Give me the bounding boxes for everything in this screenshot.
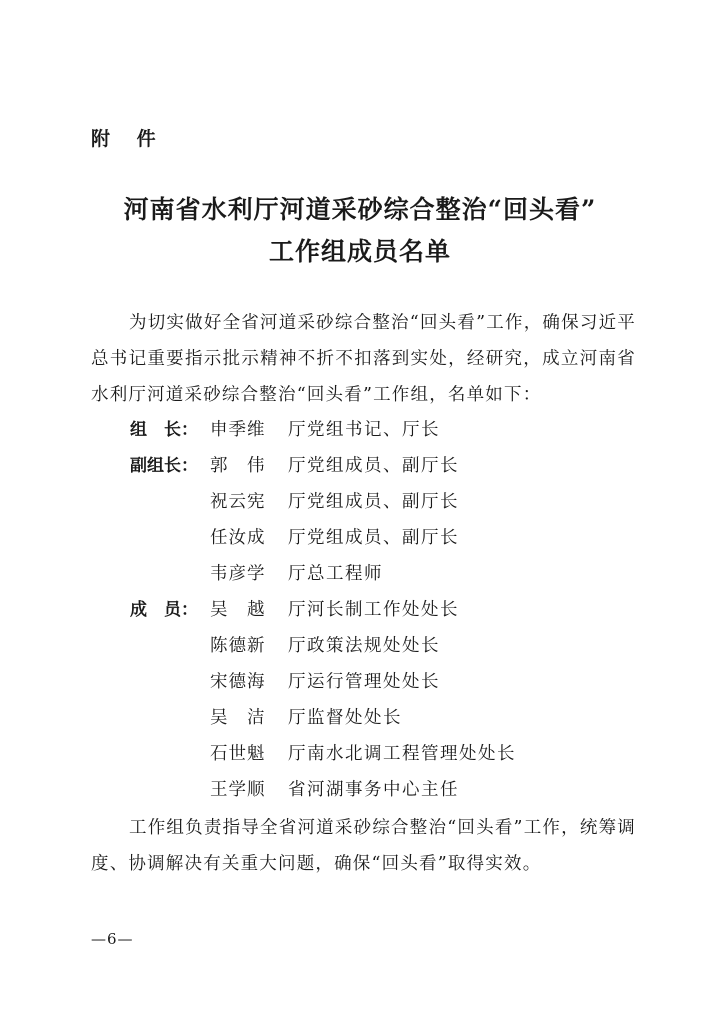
member-row xyxy=(130,736,516,772)
member-row xyxy=(130,484,516,520)
member-name: 宋德海 xyxy=(210,672,266,692)
member-name: 王学顺 xyxy=(210,780,266,800)
member-row xyxy=(130,628,516,664)
role-label xyxy=(130,628,210,664)
member-name: 韦彦学 xyxy=(210,564,266,584)
member-row xyxy=(130,520,516,556)
member-title: 厅党组成员、副厅长 xyxy=(288,528,459,548)
member-name: 陈德新 xyxy=(210,636,266,656)
page-number: —6— xyxy=(91,930,134,948)
member-name: 吴 洁 xyxy=(210,708,266,728)
member-title: 厅监督处处长 xyxy=(288,708,402,728)
member-name: 任汝成 xyxy=(210,528,266,548)
role-label: 成 员： xyxy=(130,600,198,620)
member-title: 厅党组书记、厅长 xyxy=(288,420,440,440)
member-row xyxy=(130,592,516,628)
member-row xyxy=(130,448,516,484)
closing-paragraph: 工作组负责指导全省河道采砂综合整治“回头看”工作，统筹调度、协调解决有关重大问题，确保“回头看”取得实效。 xyxy=(91,818,636,874)
role-label xyxy=(130,556,210,592)
member-name: 石世魁 xyxy=(210,744,266,764)
role-label xyxy=(130,772,210,808)
member-name: 祝云宪 xyxy=(210,492,266,512)
member-row xyxy=(130,664,516,700)
role-label xyxy=(130,700,210,736)
member-roster xyxy=(130,412,516,808)
member-title: 厅运行管理处处长 xyxy=(288,672,440,692)
document-title-line-1: 河南省水利厅河道采砂综合整治“回头看” xyxy=(123,195,597,224)
member-title: 厅党组成员、副厅长 xyxy=(288,492,459,512)
role-label: 组 长： xyxy=(130,420,198,440)
member-title: 厅总工程师 xyxy=(288,564,383,584)
intro-paragraph: 为切实做好全省河道采砂综合整治“回头看”工作，确保习近平总书记重要指示批示精神不折不扣落到实处，经研究，成立河南省水利厅河道采砂综合整治“回头看”工作组，名单如下： xyxy=(91,313,636,405)
member-title: 省河湖事务中心主任 xyxy=(288,780,459,800)
member-row xyxy=(130,412,516,448)
role-label: 副组长： xyxy=(130,456,198,476)
member-name: 郭 伟 xyxy=(210,456,266,476)
member-row xyxy=(130,556,516,592)
member-title: 厅南水北调工程管理处处长 xyxy=(288,744,516,764)
member-title: 厅政策法规处处长 xyxy=(288,636,440,656)
member-row xyxy=(130,700,516,736)
member-row xyxy=(130,772,516,808)
role-label xyxy=(130,520,210,556)
member-name: 申季维 xyxy=(210,420,266,440)
attachment-label: 附 件 xyxy=(91,128,166,150)
member-title: 厅河长制工作处处长 xyxy=(288,600,459,620)
member-title: 厅党组成员、副厅长 xyxy=(288,456,459,476)
role-label xyxy=(130,736,210,772)
role-label xyxy=(130,664,210,700)
document-title-line-2: 工作组成员名单 xyxy=(268,237,451,266)
role-label xyxy=(130,484,210,520)
member-name: 吴 越 xyxy=(210,600,266,620)
